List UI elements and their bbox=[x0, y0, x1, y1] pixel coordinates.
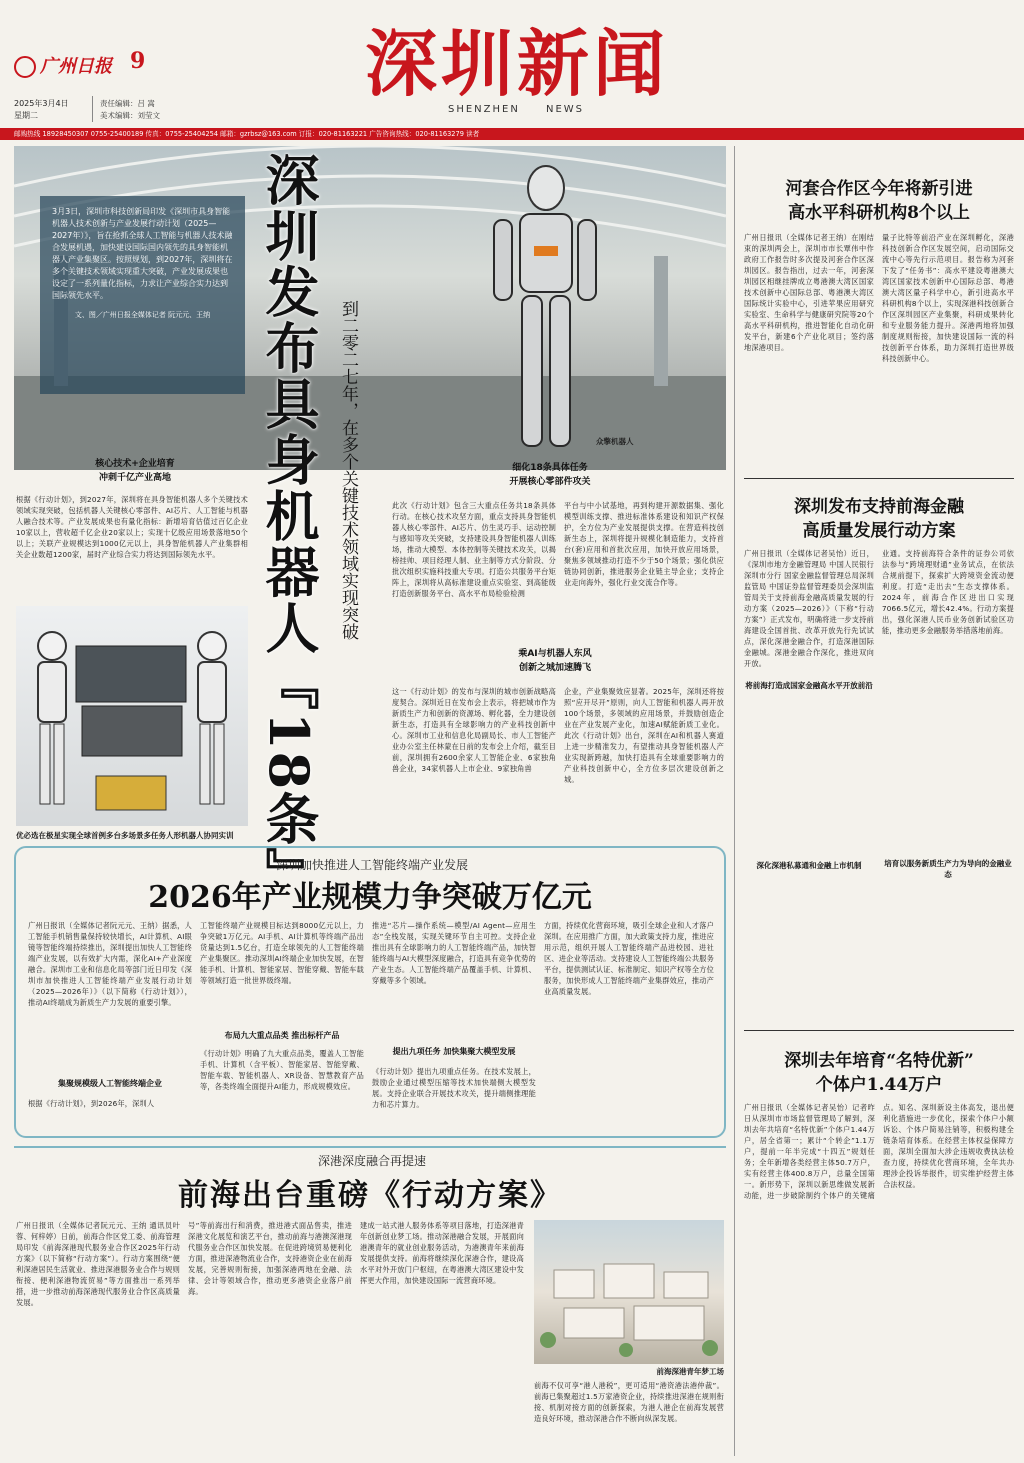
lead-text: 3月3日，深圳市科技创新局印发《深圳市具身智能机器人技术创新与产业发展行动计划（2025—2027年）》，旨在抢抓全球人工智能与机器人技术融合发展机遇，加快建设国际国内领先的具身智能机器人产业集聚区。按照规划，到2027年，深圳将在多个关键技术领域实现重大突破，产业发展成果也设定了一系列量化指标，力求让产业综合实力达到国际领先水平。 bbox=[52, 207, 233, 300]
feature2-col4: 方面，持续优化营商环境，吸引全球企业和人才落户深圳。在应用推广方面，加大政策支持力度，推进应用示范，组织开展人工智能终端产品进校园、进社区、进企业等活动。支持建设人工智能终端公共服务平台，提供测试认证、标准制定、知识产权等全方位服务，加快形成人工智能终端产业集群效应，推动产业高质量发展。 bbox=[544, 921, 714, 996]
feature2-col3: 推进“芯片—操作系统—模型/AI Agent—应用生态”全栈发展，实现关键环节自主可控。支持企业推出具有全球影响力的人工智能终端产品，加快智能终端与AI大模型深度融合，打造具有竞争优势的产业生态。人工智能终端产品覆盖手机、计算机、穿戴等多个领域。 bbox=[372, 921, 536, 985]
art1-body-col2: 量子比特等前沿产业在深圳孵化，深港科技创新合作区发展空间，启动国际交流中心等先行示范项目。报告称为河套下发了“任务书”：高水平建设粤港澳大湾区国家技术创新中心国际总部、粤港澳大湾区量子科学中心，新引进高水平科研机构8个以上，实现深港科技创新合作区深圳园区产业集聚，科研成果转化和专业服务能力提升。深港两地将加强制度规则衔接，加快建设国际一流的科技创新平台体系，助力深圳打造世界级科技创新中心。 bbox=[882, 233, 1014, 363]
humanoid-robot-figure bbox=[464, 156, 624, 466]
art2-title-2: 高质量发展行动方案 bbox=[802, 521, 956, 541]
feature3-col1: 广州日报讯（全媒体记者阮元元、王纳 通讯员叶蓉、何梓婷）日前，前海合作区党工委、前海管理局印发《前海深港现代服务业合作区2025年行动方案》（以下简称“行动方案”）。行动方案围绕“便利深港居民生活就业、推进深港服务业合作与规则衔接、便利深港物流贸易”等方面推出一系列举措，进一步推动前海深港现代服务业合作区高质量发展。 bbox=[16, 1221, 180, 1307]
feature3-col2: 号”等前海出行和消费，推进港式面品售卖，推进深港文化展览和演艺平台，推动前海与港澳深港现代服务业合作区加快发展。在促进跨境贸易便利化方面，推进深港物流业合作，支持港资企业在前海发展，完善规则衔接，加强深港两地在金融、法律、会计等领域合作，推动更多港资企业落户前海。 bbox=[188, 1221, 352, 1296]
masthead bbox=[0, 0, 1024, 138]
art2-subhead-3: 深化深港私募通和金融上市机制 bbox=[756, 861, 862, 870]
art1-title-2: 高水平科研机构8个以上 bbox=[788, 203, 970, 223]
feature3-top-rule bbox=[14, 1146, 726, 1148]
feature3-col3: 建成一站式港人服务体系等项目落地，打造深港青年创新创业梦工场。推动深港融合发展，开展面向港澳青年的就业创业服务活动，为港澳青年来前海发展提供支持。前海将继续深化深港合作，建设高水平对外开放门户枢纽，在粤港澳大湾区建设中发挥更大作用，加快建设国际一流营商环境。 bbox=[360, 1221, 524, 1285]
logo-text: 广州日报 bbox=[40, 56, 112, 77]
newspaper-logo bbox=[14, 52, 112, 78]
art1-body-col1: 广州日报讯（全媒体记者王纳）在刚结束的深圳两会上，深圳市市长覃伟中作政府工作报告时多次提及河套合作区深圳园区。报告指出，过去一年，河套深圳园区相继挂牌成立粤港澳大湾区国家技术创新中心国际总部、粤港澳大湾区国际统计实验中心，引进苹果应用研究实验室、生命科学与健康研究院等20个高水平科研机构，推进智能化自动化研发平台，新建6个产业化项目；签约落地深港项目。 bbox=[744, 233, 874, 352]
feature2-col1: 广州日报讯（全媒体记者阮元元、王纳）据悉，人工智能手机销售量保持较快增长，AI计算机、AI眼镜等智能终端持续推出，深圳提出加快人工智能终端产业发展，以有效扩大内需，深化AI+产业深度融合。深圳市工业和信息化局等部门近日印发《深圳市加快推进人工智能终端产业发展行动计划（2025—2026年）》（以下简称《行动计划》），推动AI终端成为新质生产力发展的重要引擎。 bbox=[28, 921, 192, 1007]
photo-caption-training: 优必选在极星实现全球首例多台多场景多任务人形机器人协同实训 bbox=[16, 831, 234, 840]
main-subheadline-vertical: 到二零二七年，在多个关键技术领域实现突破 bbox=[338, 300, 358, 640]
art1-bottom-rule bbox=[744, 478, 1014, 479]
sec1-heading-1: 核心技术+企业培育 bbox=[95, 459, 175, 469]
logo-swirl-icon bbox=[14, 56, 36, 78]
qianhai-youth-dream-factory-photo bbox=[534, 1220, 724, 1364]
sec2-heading-1: 细化18条具体任务 bbox=[512, 463, 588, 473]
art1-title-1: 河套合作区今年将新引进 bbox=[785, 179, 973, 199]
art2-title-1: 深圳发布支持前海金融 bbox=[794, 497, 964, 517]
sec2-body-col1: 此次《行动计划》包含三大重点任务共18条具体行动。在核心技术攻坚方面，重点支持具身智能机器人核心零部件、AI芯片、仿生灵巧手、运动控制与感知等攻关突破，支持建设具身智能机器人训练场，推动大模型、本体控制等关键技术攻关，以揭榜挂帅、项目经理人制、业主制等方式分阶段、分批次组织实施科技重大专项。打造公共服务平台矩阵上，深圳将从高标准建设重点实验室、到高能级打造创新服务平台、高水平布局检验检测 bbox=[392, 501, 556, 598]
art2-body-col1: 广州日报讯（全媒体记者吴怡）近日，《深圳市地方金融管理局 中国人民银行深圳市分行 国家金融监督管理总局深圳监管局 中国证券监督管理委员会深圳监管局关于支持前海金融高质量发展的行动方案（2025—2026）》（下称“行动方案”）正式发布，明确将进一步支持前海建设全国首批、改革开放先行先试试点，深化深港金融合作，打造深港国际金融城。深港金融合作深化，推进双向开放。 bbox=[744, 549, 874, 668]
feature3-col4: 前海不仅可享“港人港税”，更可适用“港资港法港仲裁”。前海已集聚超过1.5万家港资企业，持续推进深港在规则衔接、机制对接方面的创新探索，为港人港企在前海发展营造良好环境，推动深港合作不断向纵深发展。 bbox=[534, 1381, 724, 1423]
art2-bottom-rule bbox=[744, 1030, 1014, 1031]
robots-carrying-box-illustration bbox=[16, 606, 248, 826]
art3-body: 广州日报讯（全媒体记者吴怡）记者昨日从深圳市市场监督管理局了解到，深圳去年共培育“名特优新”个体户1.44万户，居全省第一；累计“个转企”1.1万户，提前一年半完成“十四五”规划任务；全年新增各类经营主体50.7万户，实有经营主体400.8万户，总量全国第一。新形势下，深圳以新思维做发展新动能，进一步破除制约个体户的关键痛点。知名、深圳新设主体高发，退出便利化措施进一步优化，探索个体户小额诉讼、个体户简易注销等，积极构建全链条培育体系。在经营主体权益保障方面，深圳全面加大涉企违规收费执法检查力度，持续优化营商环境，全年共办理涉企投诉举报件，切实维护经营主体合法权益。 bbox=[744, 1103, 1014, 1200]
sec3-heading-2: 创新之城加速腾飞 bbox=[518, 663, 591, 673]
lead-box bbox=[40, 196, 245, 394]
section-title-en-1: SHENZHEN bbox=[448, 104, 520, 115]
feature2-kicker: 深圳加快推进人工智能终端产业发展 bbox=[275, 858, 468, 872]
issue-weekday: 星期二 bbox=[14, 111, 38, 120]
sec2-heading-2: 开展核心零部件攻关 bbox=[509, 477, 591, 487]
feature3-kicker: 深港深度融合再提速 bbox=[317, 1154, 426, 1168]
sec2-body-col2: 平台与中小试基地，再到构建开源数据集、强化模型训练支撑、推进标准体系建设和知识产权保护，全方位为产业发展提供支撑。在营造科技创新生态上，深圳将提升规模化制造能力，支持首台(套)应用和首批次应用，加快开放应用场景，聚焦多领域推动打造不少于50个场景；强化供应链协同创新，推进服务企业链主导企业；支持企业走向海外，强化行业交流合作等。 bbox=[564, 501, 724, 587]
art3-title-1: 深圳去年培育“名特优新” bbox=[784, 1051, 974, 1071]
feature2-subhead-a: 集聚规模级人工智能终端企业 bbox=[58, 1079, 162, 1088]
sec1-heading-2: 冲刺千亿产业高地 bbox=[98, 473, 171, 483]
section-title-en-2: NEWS bbox=[546, 104, 585, 115]
masthead-divider bbox=[92, 96, 93, 122]
feature3-title: 前海出台重磅《行动方案》 bbox=[178, 1178, 562, 1213]
art2-subhead-1: 将前海打造成国家金融高水平开放前沿 bbox=[745, 681, 873, 690]
page-number: 9 bbox=[130, 48, 146, 74]
feature2-col2b: 《行动计划》明确了九大重点品类，覆盖人工智能手机、计算机（含平板）、智能家居、智能穿戴、智能车载、智能机器人、XR设备、智慧教育产品等，各类终端全面提升AI能力，形成规模效应。 bbox=[200, 1049, 364, 1091]
feature2-subhead-b: 布局九大重点品类 推出标杆产品 bbox=[224, 1031, 340, 1040]
lead-byline: 文、图／广州日报全媒体记者 阮元元、王纳 bbox=[74, 311, 211, 319]
robot-training-photo bbox=[16, 606, 248, 826]
art3-title-2: 个体户1.44万户 bbox=[815, 1075, 943, 1095]
section-title: 深圳新闻 bbox=[364, 21, 669, 106]
main-headline-vertical: 深圳发布具身机器人『18条』 bbox=[257, 152, 321, 904]
feature2-col2: 工智能终端产业规模目标达到8000亿元以上，力争突破1万亿元。AI手机、AI计算机等终端产品出货量达到1.5亿台，打造全球领先的人工智能终端产业集聚区。推动深圳AI终端企业加快发展，在智能手机、计算机、智能家居、智能穿戴、智能车载等领域打造一批世界级终端。 bbox=[200, 921, 364, 985]
feature2-col1b: 根据《行动计划》，到2026年，深圳人 bbox=[28, 1099, 155, 1108]
designer-credit: 美术编辑：刘莹文 bbox=[100, 111, 160, 120]
issue-date: 2025年3月4日 bbox=[14, 99, 69, 108]
photo-caption-qianhai: 前海深港青年梦工场 bbox=[656, 1367, 724, 1376]
feature2-title: 2026年产业规模力争突破万亿元 bbox=[148, 880, 592, 915]
art2-subhead-2: 培育以服务新质生产力为导向的金融业态 bbox=[884, 859, 1012, 879]
sec3-heading-1: 乘AI与机器人东风 bbox=[518, 649, 592, 659]
feature2-subhead-c: 提出九项任务 加快集聚大模型发展 bbox=[392, 1047, 516, 1056]
photo-caption-robot: 众擎机器人 bbox=[596, 437, 634, 446]
right-column-divider bbox=[734, 146, 735, 1456]
art2-body-col2: 业通。支持前海符合条件的证券公司依法参与“跨境理财通”业务试点，在依法合规前提下，探索扩大跨境资金流动便利度。打造“走出去”生态支撑体系。2024年，前海合作区进出口实现7066.5亿元，增长42.4%。行动方案提出，强化深港人民币业务创新试验区功能，推动更多金融服务举措落地前海。 bbox=[882, 549, 1014, 635]
feature2-col3b: 《行动计划》提出九项重点任务。在技术发展上，鼓励企业通过模型压缩等技术加快端侧大模型发展。支持企业联合开展技术攻关，提升端侧推理能力和芯片算力。 bbox=[372, 1067, 536, 1109]
aerial-buildings-illustration bbox=[534, 1220, 724, 1364]
sec3-body-col2: 企业，产业集聚效应显著。2025年，深圳还将按照“应开尽开”原则，向人工智能和机器人再开放100个场景，多领域的应用场景，并鼓励创造企业在产业发展产业化，加速AI赋能新质工业化。此次《行动计划》出台，深圳在AI和机器人赛道上进一步精准发力，有望推动具身智能机器人产业实现新跨越，加快打造具有全球重要影响力的产业科技创新中心，全方位多层次建设创新之城。 bbox=[564, 687, 724, 784]
sec1-body: 根据《行动计划》，到2027年，深圳将在具身智能机器人多个关键技术领域实现突破，包括机器人关键核心零部件、AI芯片、人工智能与机器人融合技术等。产业发展成果也有量化指标：新增培育估值过百亿企业10家以上，营收超千亿企业20家以上；实现十亿级应用场景落地50个以上；关联产业规模达到1000亿元以上，具身智能机器人产业集群相关企业数超1200家，届时产业综合实力将达到国际领先水平。 bbox=[16, 495, 248, 559]
sec3-body-col1: 这一《行动计划》的发布与深圳的城市创新战略高度契合。深圳近日在发布会上表示，将把城市作为新质生产力和创新的资源场、孵化器，全力建设创新生态，打造具有全球影响力的产业科技创新中心。深圳市工业和信息化局副局长、市人工智能产业办公室主任林蒙在日前的发布会上介绍，截至目前，深圳拥有2600余家人工智能企业、6家独角兽企业，34家机器人上市企业、9家独角兽 bbox=[392, 687, 556, 773]
contact-bar bbox=[0, 128, 1024, 140]
contact-bar-text: 邮购热线 18928450307 0755-25400189 传真：0755-25404254 邮箱：gzrbsz@163.com 订报：020-81163221 广告咨询热线：020-81163279 读者 bbox=[14, 130, 480, 138]
editor-credit: 责任编辑：吕 嵩 bbox=[100, 99, 155, 108]
